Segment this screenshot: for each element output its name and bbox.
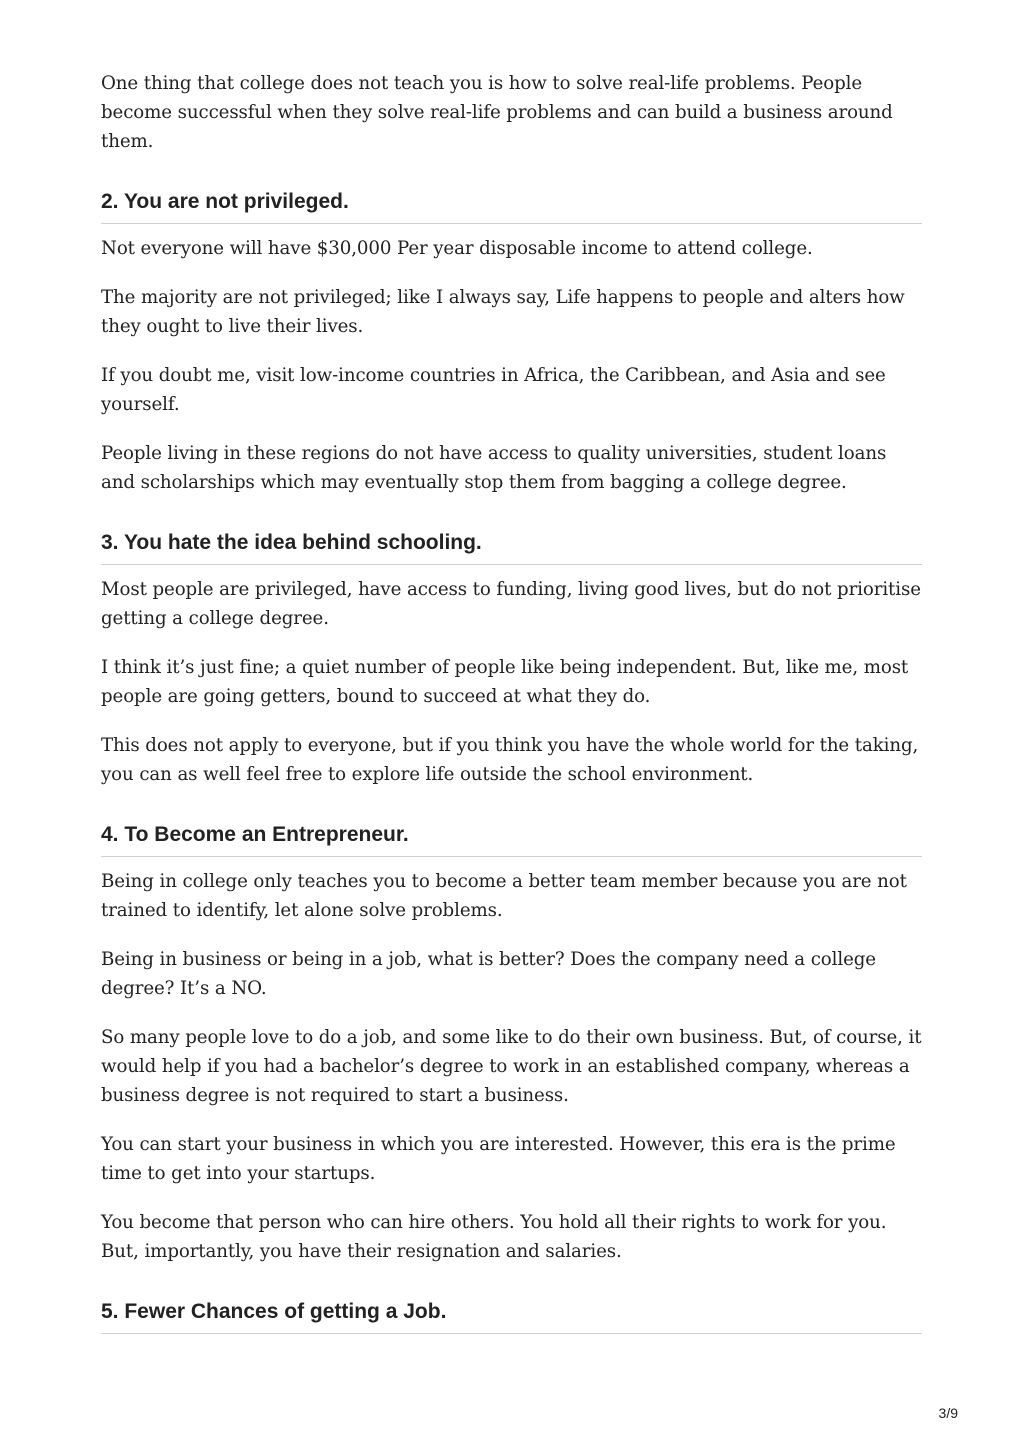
section-heading-not-privileged: 2. You are not privileged. — [101, 176, 922, 224]
paragraph: People living in these regions do not have access to quality universities, student loans and scholarships which may eventually stop them from bagging a college degree. — [101, 443, 887, 493]
paragraph: You can start your business in which you are interested. However, this era is the prime time to get into your startups. — [101, 1134, 896, 1184]
paragraph: If you doubt me, visit low-income countries in Africa, the Caribbean, and Asia and see yourself. — [101, 365, 886, 415]
page-number: 3/9 — [938, 1405, 958, 1421]
paragraph: Being in business or being in a job, what is better? Does the company need a college degree? It’s a NO. — [101, 949, 876, 999]
paragraph: Not everyone will have $30,000 Per year disposable income to attend college. — [101, 238, 813, 259]
section-heading-entrepreneur: 4. To Become an Entrepreneur. — [101, 809, 922, 857]
paragraph: This does not apply to everyone, but if you think you have the whole world for the taking, you can as well feel free to explore life outside the school environment. — [101, 735, 919, 785]
article-body — [101, 69, 922, 1334]
section-heading-fewer-chances: 5. Fewer Chances of getting a Job. — [101, 1286, 922, 1334]
section-heading-hate-schooling: 3. You hate the idea behind schooling. — [101, 517, 922, 565]
paragraph: You become that person who can hire others. You hold all their rights to work for you. But, importantly, you have their resignation and salaries. — [101, 1212, 887, 1262]
paragraph: The majority are not privileged; like I always say, Life happens to people and alters how they ought to live their lives. — [101, 287, 905, 337]
paragraph: Most people are privileged, have access to funding, living good lives, but do not prioritise getting a college degree. — [101, 579, 921, 629]
paragraph: So many people love to do a job, and some like to do their own business. But, of course, it would help if you had a bachelor’s degree to work in an established company, whereas a business degree is not required to start a business. — [101, 1027, 922, 1106]
paragraph: I think it’s just fine; a quiet number of people like being independent. But, like me, most people are going getters, bound to succeed at what they do. — [101, 657, 909, 707]
paragraph: Being in college only teaches you to become a better team member because you are not trained to identify, let alone solve problems. — [101, 871, 907, 921]
intro-paragraph: One thing that college does not teach you is how to solve real-life problems. People become successful when they solve real-life problems and can build a business around them. — [101, 73, 893, 152]
